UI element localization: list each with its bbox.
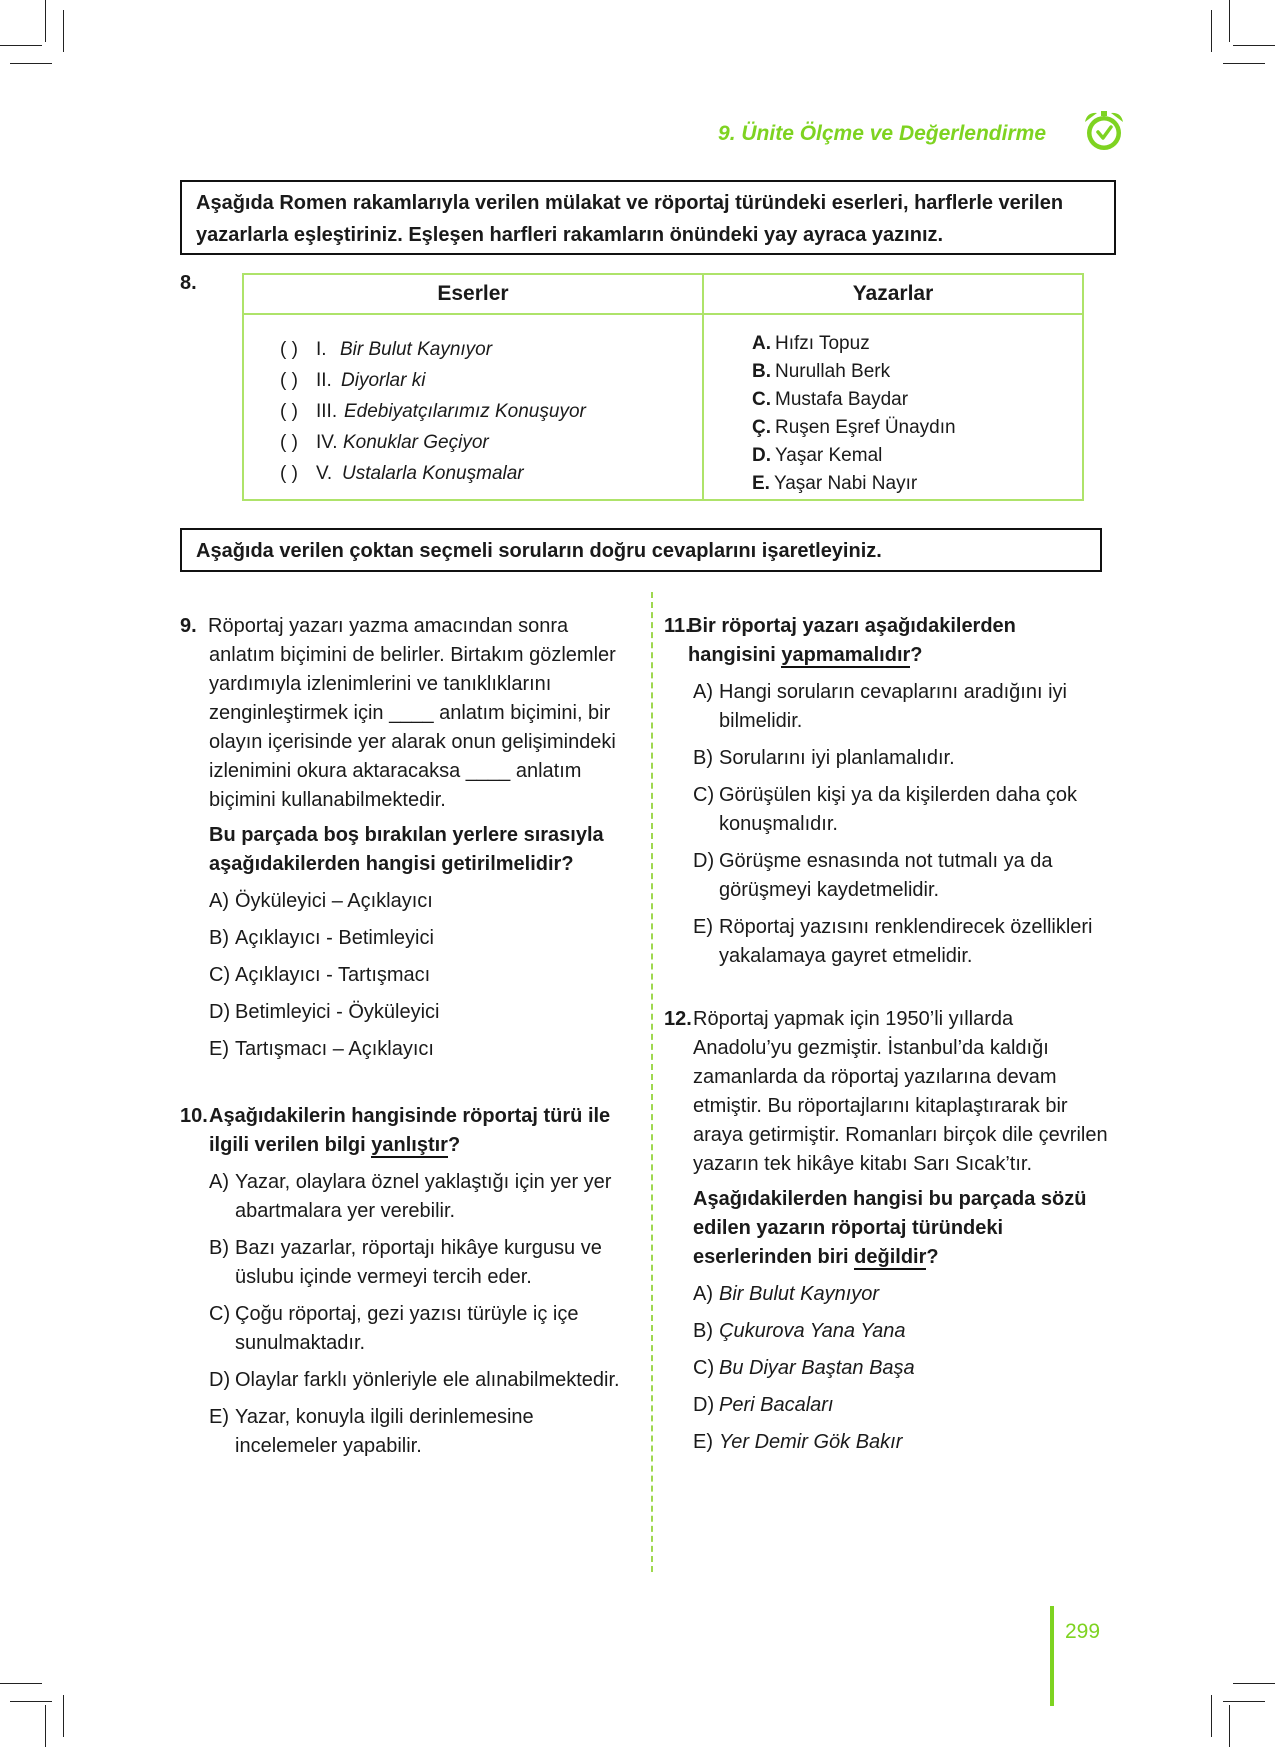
question-12 <box>664 1005 1109 1457</box>
right-column <box>664 612 1109 1457</box>
question-text: Röportaj yapmak için 1950’li yıllarda Anadolu’yu gezmiştir. İstanbul’da kaldığı zamanlarda da röportaj yazılarına devam etmiştir. Bu röportajlarını kitaplaştırarak bir araya getirmiştir. Romanları birçok dile çevrilen yazarın tek hikâye kitabı Sarı Sıcak’tır. <box>693 1008 1108 1175</box>
option-b[interactable]: B) Açıklayıcı - Betimleyici <box>209 927 434 949</box>
crop-mark <box>45 0 46 42</box>
author-item: Ç. Ruşen Eşref Ünaydın <box>752 417 956 438</box>
option-a[interactable]: A) Hangi soruların cevaplarını aradığını iyi bilmelidir. <box>693 681 1067 732</box>
crop-mark <box>10 63 52 64</box>
work-item: ( ) III. Edebiyatçılarımız Konuşuyor <box>280 396 702 427</box>
emphasis-underline: yanlıştır <box>371 1134 448 1156</box>
option-c[interactable]: C) Açıklayıcı - Tartışmacı <box>209 964 431 986</box>
crop-mark <box>10 1701 52 1702</box>
unit-title: 9. Ünite Ölçme ve Değerlendirme <box>718 122 1046 145</box>
crop-mark <box>45 1705 46 1747</box>
option-c[interactable]: C) Çoğu röportaj, gezi yazısı türüyle iç içe sunulmaktadır. <box>209 1303 579 1354</box>
author-item: D. Yaşar Kemal <box>752 445 883 466</box>
answer-blank[interactable]: ( ) <box>280 432 298 453</box>
crop-mark <box>63 10 64 52</box>
works-header: Eserler <box>243 274 703 314</box>
option-a[interactable]: A) Yazar, olaylara öznel yaklaştığı için yer yer abartmalara yer verebilir. <box>209 1171 612 1222</box>
page-number: 299 <box>1065 1620 1101 1643</box>
answer-blank[interactable]: ( ) <box>280 339 298 360</box>
option-e[interactable]: E) Yazar, konuyla ilgili derinlemesine incelemeler yapabilir. <box>209 1406 534 1457</box>
option-a[interactable]: A) Bir Bulut Kaynıyor <box>693 1283 880 1305</box>
emphasis-underline: değildir <box>854 1246 927 1268</box>
author-item: B. Nurullah Berk <box>752 361 891 382</box>
option-e[interactable]: E) Yer Demir Gök Bakır <box>693 1431 903 1453</box>
emphasis-underline: yapmamalıdır <box>781 644 911 666</box>
authors-header: Yazarlar <box>703 274 1083 314</box>
work-item: ( ) I. Bir Bulut Kaynıyor <box>280 334 702 365</box>
question-prompt: Bu parçada boş bırakılan yerlere sırasıyla aşağıdakilerden hangisi getirilmelidir? <box>209 824 604 875</box>
author-item: E. Yaşar Nabi Nayır <box>752 473 918 494</box>
work-item: ( ) II. Diyorlar ki <box>280 365 702 396</box>
crop-mark <box>0 1683 42 1684</box>
left-column <box>180 612 620 1461</box>
crop-mark <box>1233 45 1275 46</box>
crop-mark <box>1223 63 1265 64</box>
question-9 <box>180 612 620 1064</box>
question-stem: 10. Aşağıdakilerin hangisinde röportaj türü ile ilgili verilen bilgi yanlıştır? <box>180 1102 620 1160</box>
instruction-box: Aşağıda verilen çoktan seçmeli soruların doğru cevaplarını işaretleyiniz. <box>180 528 1102 572</box>
question-stem <box>664 1005 1109 1179</box>
question-number: 12. <box>664 1008 692 1030</box>
option-b[interactable]: B) Bazı yazarlar, röportajı hikâye kurgusu ve üslubu içinde vermeyi tercih eder. <box>209 1237 602 1288</box>
author-item: A. Hıfzı Topuz <box>752 333 870 354</box>
crop-mark <box>1211 1695 1212 1737</box>
crop-mark <box>1233 1683 1275 1684</box>
question-number: 11. <box>664 615 691 637</box>
works-list <box>243 314 703 500</box>
column-divider <box>651 592 653 1572</box>
question-11 <box>664 612 1109 971</box>
matching-table <box>242 273 1084 501</box>
crop-mark <box>1223 1701 1265 1702</box>
answer-blank[interactable]: ( ) <box>280 463 298 484</box>
option-c[interactable]: C) Görüşülen kişi ya da kişilerden daha çok konuşmalıdır. <box>693 784 1077 835</box>
question-prompt: Aşağıdakilerden hangisi bu parçada sözü edilen yazarın röportaj türündeki eserlerinden biri değildir? <box>693 1188 1087 1268</box>
option-d[interactable]: D) Görüşme esnasında not tutmalı ya da görüşmeyi kaydetmelidir. <box>693 850 1053 901</box>
page-number-bar <box>1050 1606 1054 1706</box>
authors-list <box>703 314 1083 500</box>
option-a[interactable]: A) Öyküleyici – Açıklayıcı <box>209 890 433 912</box>
author-item: C. Mustafa Baydar <box>752 389 909 410</box>
question-number: 9. <box>180 615 197 637</box>
crop-mark <box>1229 0 1230 42</box>
work-item: ( ) IV. Konuklar Geçiyor <box>280 427 702 458</box>
option-e[interactable]: E) Tartışmacı – Açıklayıcı <box>209 1038 434 1060</box>
crop-mark <box>1211 10 1212 52</box>
option-d[interactable]: D) Betimleyici - Öyküleyici <box>209 1001 440 1023</box>
option-d[interactable]: D) Peri Bacaları <box>693 1394 834 1416</box>
question-stem <box>180 612 620 815</box>
option-d[interactable]: D) Olaylar farklı yönleriyle ele alınabilmektedir. <box>209 1369 620 1391</box>
work-item: ( ) V. Ustalarla Konuşmalar <box>280 458 702 489</box>
question-stem: 11. Bir röportaj yazarı aşağıdakilerden hangisini yapmamalıdır? <box>664 612 1109 670</box>
crop-mark <box>0 45 42 46</box>
option-e[interactable]: E) Röportaj yazısını renklendirecek özellikleri yakalamaya gayret etmelidir. <box>693 916 1093 967</box>
crop-mark <box>63 1695 64 1737</box>
crop-mark <box>1229 1705 1230 1747</box>
answer-blank[interactable]: ( ) <box>280 370 298 391</box>
question-number: 8. <box>180 272 197 294</box>
alarm-clock-icon <box>1081 108 1127 154</box>
question-10 <box>180 1102 620 1461</box>
question-number: 10. <box>180 1105 208 1127</box>
instruction-box: Aşağıda Romen rakamlarıyla verilen mülakat ve röportaj türündeki eserleri, harflerle verilen yazarlarla eşleştiriniz. Eşleşen harfleri rakamların önündeki yay ayraca yazınız. <box>180 180 1116 255</box>
answer-blank[interactable]: ( ) <box>280 401 298 422</box>
option-c[interactable]: C) Bu Diyar Baştan Başa <box>693 1357 915 1379</box>
option-b[interactable]: B) Çukurova Yana Yana <box>693 1320 906 1342</box>
option-b[interactable]: B) Sorularını iyi planlamalıdır. <box>693 747 955 769</box>
question-text: Röportaj yazarı yazma amacından sonra anlatım biçimini de belirler. Birtakım gözlemler yardımıyla izlenimlerini ve tanıklıklarını zenginleştirmek için ____ anlatım biçimini, bir olayın içerisinde yer alarak onun gelişimindeki izlenimini okura aktaracaksa ____ anlatım biçimini kullanabilmektedir. <box>208 615 616 811</box>
